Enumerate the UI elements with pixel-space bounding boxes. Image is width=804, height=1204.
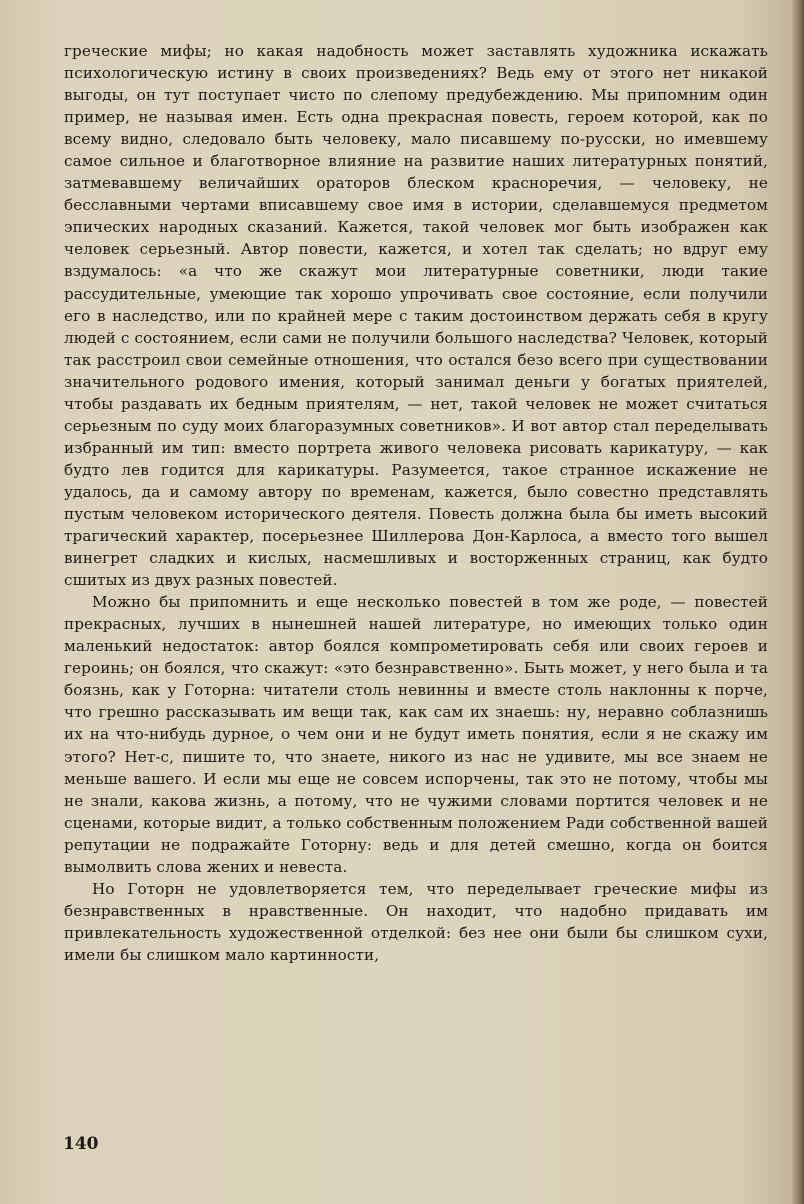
page-number: 140 bbox=[63, 1134, 99, 1154]
paragraph-2: Можно бы припомнить и еще несколько повестей в том же роде, — повестей прекрасных, лучших в нынешней нашей литературе, но имеющих только один маленький недостаток: автор боялся компрометировать себя или своих героев и героинь; он боялся, что скажут: «это безнравственно». Быть может, у него была и та боязнь, как у Готорна: читатели столь невинны и вместе столь наклонны к порче, что грешно рассказывать им вещи так, как сам их знаешь: ну, неравно соблазнишь их на что-нибудь дурное, о чем они и не будут иметь понятия, если я не скажу им этого? Нет-с, пишите то, что знаете, никого из нас не удивите, мы все знаем не меньше вашего. И если мы еще не совсем испорчены, так это не потому, чтобы мы не знали, какова жизнь, а потому, что не чужими словами портится человек и не сценами, которые видит, а только собственным положением Ради собственной вашей репутации не подражайте Готорну: ведь и для детей смешно, когда он боится вымолвить слова жених и невеста. bbox=[64, 593, 768, 876]
page-text bbox=[64, 40, 768, 966]
paragraph-3: Но Готорн не удовлетворяется тем, что переделывает греческие мифы из безнравственных в нравственные. Он находит, что надобно придавать им привлекательность художественной отделкой: без нее они были бы слишком сухи, имели бы слишком мало картинности, bbox=[64, 879, 768, 964]
book-spine-edge bbox=[792, 0, 804, 1204]
paragraph-1: греческие мифы; но какая надобность может заставлять художника искажать психологическую истину в своих произведениях? Ведь ему от этого нет никакой выгоды, он тут поступает чисто по слепому предубеждению. Мы припомним один пример, не называя имен. Есть одна прекрасная повесть, героем которой, как по всему видно, следовало быть человеку, мало писавшему по-русски, но имевшему самое сильное и благотворное влияние на развитие наших литературных понятий, затмевавшему величайших ораторов блеском красноречия, — человеку, не бесславными чертами вписавшему свое имя в истории, сделавшемуся предметом эпических народных сказаний. Кажется, такой человек мог быть изображен как человек серьезный. Автор повести, кажется, и хотел так сделать; но вдруг ему вздумалось: «а что же скажут мои литературные советники, люди такие рассудительные, умеющие так хорошо упрочивать свое состояние, если получили его в наследство, или по крайней мере с таким достоинством держать себя в кругу людей с состоянием, если сами не получили большого наследства? Человек, который так расстроил свои семейные отношения, что остался безо всего при существовании значительного родового имения, который занимал деньги у богатых приятелей, чтобы раздавать их бедным приятелям, — нет, такой человек не может считаться серьезным по суду моих благоразумных советников». И вот автор стал переделывать избранный им тип: вместо портрета живого человека рисовать карикатуру, — как будто лев годится для карикатуры. Разумеется, такое странное искажение не удалось, да и самому автору по временам, кажется, было совестно представлять пустым человеком исторического деятеля. Повесть должна была бы иметь высокий трагический характер, посерьезнее Шиллерова Дон-Карлоса, а вместо того вышел винегрет сладких и кислых, насмешливых и восторженных страниц, как будто сшитых из двух разных повестей. bbox=[64, 42, 768, 590]
